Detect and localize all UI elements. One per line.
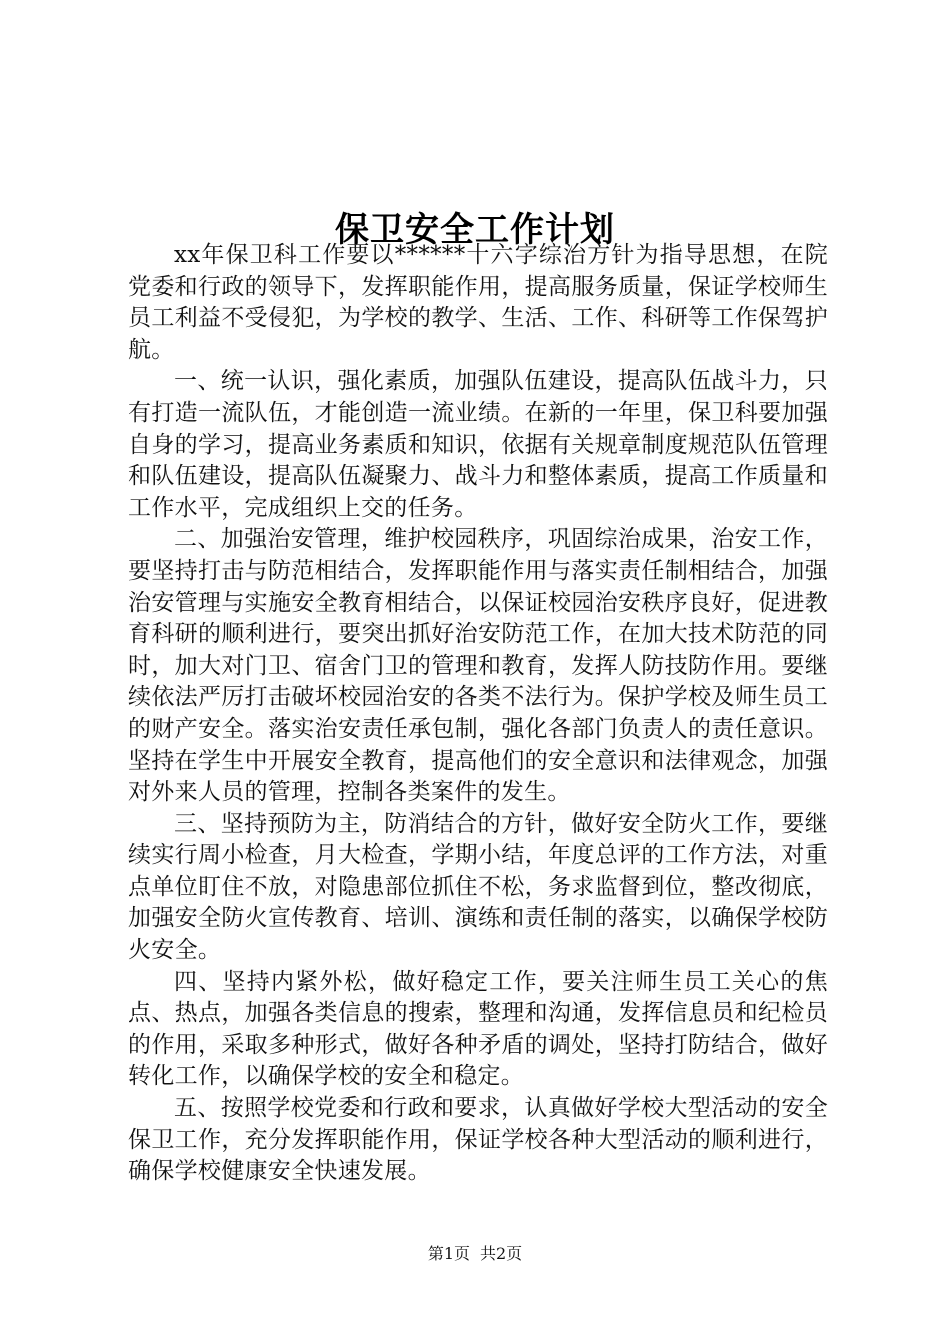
paragraph-section-2: 二、加强治安管理，维护校园秩序，巩固综治成果，治安工作，要坚持打击与防范相结合，发挥职能作用与落实责任制相结合，加强治安管理与实施安全教育相结合，以保证校园治安秩序良好，促进教育科研的顺利进行，要突出抓好治安防范工作，在加大技术防范的同时，加大对门卫、宿舍门卫的管理和教育，发挥人防技防作用。要继续依法严厉打击破坏校园治安的各类不法行为。保护学校及师生员工的财产安全。落实治安责任承包制，强化各部门负责人的责任意识。坚持在学生中开展安全教育，提高他们的安全意识和法律观念，加强对外来人员的管理，控制各类案件的发生。: [128, 526, 828, 806]
document-body: [128, 240, 828, 1188]
paragraph-section-1: 一、统一认识，强化素质，加强队伍建设，提高队伍战斗力，只有打造一流队伍，才能创造一流业绩。在新的一年里，保卫科要加强自身的学习，提高业务素质和知识，依据有关规章制度规范队伍管理和队伍建设，提高队伍凝聚力、战斗力和整体素质，提高工作质量和工作水平，完成组织上交的任务。: [128, 368, 828, 521]
paragraph-section-4: 四、坚持内紧外松，做好稳定工作，要关注师生员工关心的焦点、热点，加强各类信息的搜索，整理和沟通，发挥信息员和纪检员的作用，采取多种形式，做好各种矛盾的调处，坚持打防结合，做好转化工作，以确保学校的安全和稳定。: [128, 968, 828, 1090]
paragraph-intro: xx年保卫科工作要以******十六字综治方针为指导思想，在院党委和行政的领导下，发挥职能作用，提高服务质量，保证学校师生员工利益不受侵犯，为学校的教学、生活、工作、科研等工作保驾护航。: [128, 242, 828, 363]
document-title: 保卫安全工作计划: [335, 209, 615, 250]
paragraph-section-5: 五、按照学校党委和行政和要求，认真做好学校大型活动的安全保卫工作，充分发挥职能作用，保证学校各种大型活动的顺利进行，确保学校健康安全快速发展。: [128, 1095, 828, 1185]
page-number-current: 第1页: [427, 1244, 470, 1263]
paragraph-section-3: 三、坚持预防为主，防消结合的方针，做好安全防火工作，要继续实行周小检查，月大检查，学期小结，年度总评的工作方法，对重点单位盯住不放，对隐患部位抓住不松，务求监督到位，整改彻底，加强安全防火宣传教育、培训、演练和责任制的落实，以确保学校防火安全。: [128, 810, 828, 964]
page-number-total: 共2页: [480, 1244, 523, 1263]
page-footer: [0, 1243, 950, 1265]
